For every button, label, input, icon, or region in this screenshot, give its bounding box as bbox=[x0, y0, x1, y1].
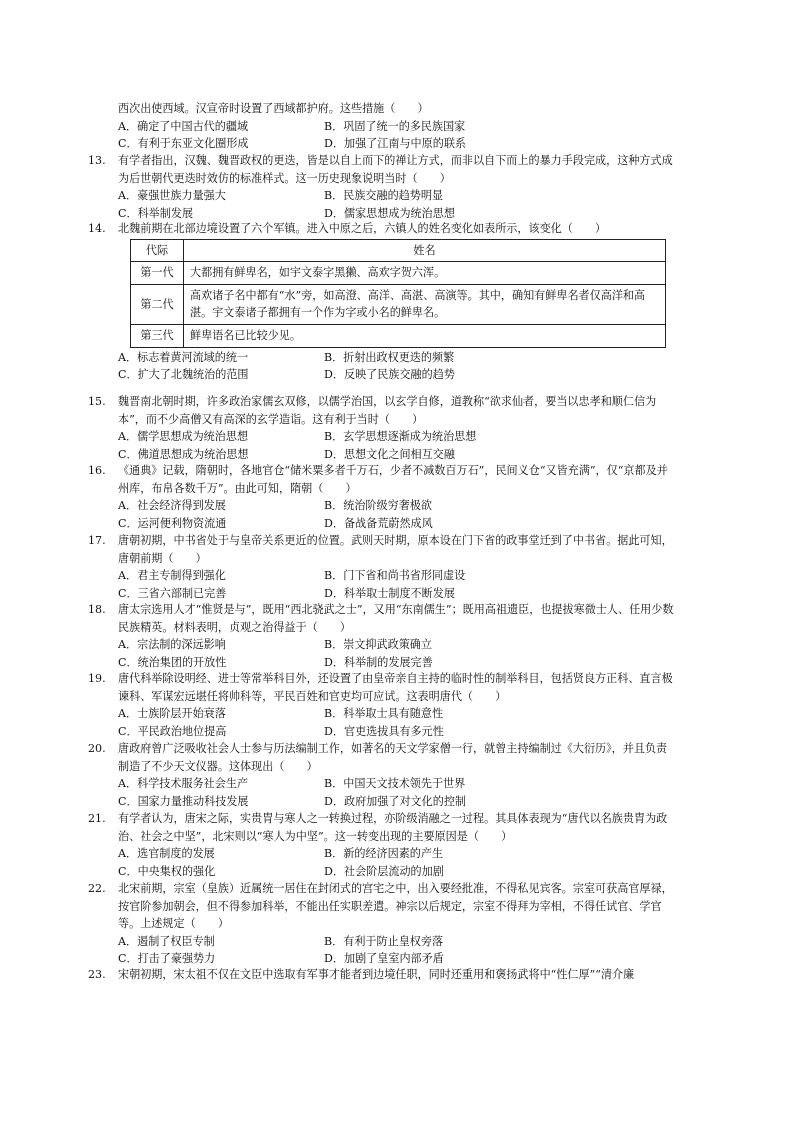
question-stem: 宋朝初期，宋太祖不仅在文臣中选取有军事才能者到边境任职，同时还重用和褒扬武将中“性仁厚”“清介廉 bbox=[118, 968, 635, 981]
options bbox=[118, 118, 678, 153]
option-d[interactable]: D．备战备荒蔚然成风 bbox=[324, 516, 433, 530]
table-cell: 第一代 bbox=[131, 262, 184, 285]
option-b[interactable]: B．巩固了统一的多民族国家 bbox=[324, 119, 466, 133]
question-stem: 唐朝初期，中书省处于与皇帝关系更近的位置。武则天时期，原本设在门下省的政事堂迁到了中书省。据此可知，唐朝前期（ ） bbox=[118, 534, 673, 565]
table-cell: 第二代 bbox=[131, 284, 184, 324]
options bbox=[118, 775, 678, 810]
question-stem: 有学者认为，唐宋之际，实贵胄与寒人之一转换过程，亦阶级消融之一过程。其具体表现为“唐代以名族贵胄为政治、社会之中坚”，北宋则以“寒人为中坚”。这一转变出现的主要原因是（ ） bbox=[118, 812, 668, 843]
option-a[interactable]: A．豪强世族力量强大 bbox=[118, 189, 226, 203]
option-d[interactable]: D．思想文化之间相互交融 bbox=[324, 447, 455, 461]
question-21: 21. 有学者认为，唐宋之际，实贵胄与寒人之一转换过程，亦阶级消融之一过程。其具体表现为“唐代以名族贵胄为政治、社会之中坚”，北宋则以“寒人为中坚”。这一转变出现的主要原因是（ ） A．选官制度的发展 B．新的经济因素的产生 C．中央集权的强化 D．社会阶层流动的加剧 bbox=[118, 810, 678, 880]
question-19: 19. 唐代科举除设明经、进士等常举科目外，还设置了由皇帝亲自主持的临时性的制举科目，包括贤良方正科、直言极谏科、军谋宏远堪任将帅科等，平民百姓和官吏均可应试。这表明唐代（ ） A．士族阶层开始衰落 B．科举取士具有随意性 C．平民政治地位提高 D．官吏选拔具有多元性 bbox=[118, 670, 678, 740]
table-row bbox=[131, 262, 666, 285]
option-c[interactable]: C．有利于东亚文化圈形成 bbox=[118, 137, 249, 151]
table-cell: 高欢诸子名中都有“水”旁，如高澄、高洋、高湛、高演等。其中，确知有鲜卑名者仅高洋和高湛。宇文泰诸子都拥有一个作为字或小名的鲜卑名。 bbox=[184, 284, 666, 324]
option-c[interactable]: C．扩大了北魏统治的范围 bbox=[118, 368, 249, 382]
option-b[interactable]: B．有利于防止皇权旁落 bbox=[324, 934, 444, 948]
question-stem: 唐政府曾广泛吸收社会人士参与历法编制工作，如著名的天文学家僧一行，就曾主持编制过《大衍历》，并且负责制造了不少天文仪器。这体现出（ ） bbox=[118, 742, 668, 773]
question-20: 20. 唐政府曾广泛吸收社会人士参与历法编制工作，如著名的天文学家僧一行，就曾主持编制过《大衍历》，并且负责制造了不少天文仪器。这体现出（ ） A．科学技术服务社会生产 B．中国天文技术领先于世界 C．国家力量推动科技发展 D．政府加强了对文化的控制 bbox=[118, 740, 678, 810]
question-stem: 唐代科举除设明经、进士等常举科目外，还设置了由皇帝亲自主持的临时性的制举科目，包括贤良方正科、直言极谏科、军谋宏远堪任将帅科等，平民百姓和官吏均可应试。这表明唐代（ ） bbox=[118, 672, 673, 703]
option-a[interactable]: A．标志着黄河流域的统一 bbox=[118, 350, 249, 364]
options bbox=[118, 497, 678, 532]
option-c[interactable]: C．运河便利物资流通 bbox=[118, 516, 227, 530]
question-stem: 北宋前期，宗室（皇族）近属统一居住在封闭式的宫宅之中，出入要经批准，不得私见宾客。宗室可获高官厚禄，按官阶参加朝会，但不得参加科举，不能出任实职差遣。神宗以后规定，宗室不得拜为宰相，不得任试官、学官等。上述规定（ ） bbox=[118, 882, 673, 931]
question-15: 15. 魏晋南北朝时期，许多政治家儒玄双修，以儒学治国，以玄学自修，道教称“欲求仙者，要当以忠孝和顺仁信为本”，而不少高僧又有高深的玄学造诣。这有利于当时（ ） A．儒学思想成为统治思想 B．玄学思想逐渐成为统治思想 C．佛道思想成为统治思想 D．思想文化之间相互交融 bbox=[118, 393, 678, 463]
question-stem: 北魏前期在北部边境设置了六个军镇。进入中原之后，六镇人的姓名变化如表所示，该变化（ ） bbox=[118, 222, 607, 235]
option-d[interactable]: D．科举制的发展完善 bbox=[324, 655, 433, 669]
option-a[interactable]: A．选官制度的发展 bbox=[118, 847, 215, 861]
question-16: 16. 《通典》记载，隋朝时，各地官仓“储米粟多者千万石，少者不减数百万石”，民间义仓“又皆充满”，仅“京都及并州库，布帛各数千万”。由此可知，隋朝（ ） A．社会经济得到发展 B．统治阶级穷奢极欲 C．运河便利物资流通 D．备战备荒蔚然成风 bbox=[118, 462, 678, 532]
option-a[interactable]: A．科学技术服务社会生产 bbox=[118, 777, 249, 791]
options bbox=[118, 428, 678, 463]
options bbox=[118, 636, 678, 671]
options bbox=[118, 845, 678, 880]
table-cell: 第三代 bbox=[131, 324, 184, 347]
options bbox=[118, 705, 678, 740]
option-d[interactable]: D．反映了民族交融的趋势 bbox=[324, 368, 455, 382]
option-c[interactable]: C．佛道思想成为统治思想 bbox=[118, 447, 249, 461]
option-c[interactable]: C．平民政治地位提高 bbox=[118, 724, 227, 738]
option-a[interactable]: A．宗法制的深远影响 bbox=[118, 638, 226, 652]
option-b[interactable]: B．折射出政权更迭的频繁 bbox=[324, 350, 455, 364]
option-a[interactable]: A．士族阶层开始衰落 bbox=[118, 707, 226, 721]
option-d[interactable]: D．科举取士制度不断发展 bbox=[324, 586, 455, 600]
option-c[interactable]: C．打击了豪强势力 bbox=[118, 952, 216, 966]
option-b[interactable]: B．中国天文技术领先于世界 bbox=[324, 777, 466, 791]
table-header-row bbox=[131, 239, 666, 262]
option-b[interactable]: B．门下省和尚书省形同虚设 bbox=[324, 569, 466, 583]
option-a[interactable]: A．遏制了权臣专制 bbox=[118, 934, 215, 948]
question-23: 23. 宋朝初期，宋太祖不仅在文臣中选取有军事才能者到边境任职，同时还重用和褒扬武将中“性仁厚”“清介廉 bbox=[88, 968, 635, 981]
table-row bbox=[131, 324, 666, 347]
option-c[interactable]: C．统治集团的开放性 bbox=[118, 655, 227, 669]
table-cell: 大都拥有鲜卑名，如宇文泰字黑獭、高欢字贺六浑。 bbox=[184, 262, 666, 285]
option-d[interactable]: D．儒家思想成为统治思想 bbox=[324, 206, 455, 220]
question-stem: 唐太宗选用人才“惟贤是与”，既用“西北骁武之士”，又用“东南儒生”；既用高祖遗臣，也提拔寒微士人、任用少数民族精英。材料表明，贞观之治得益于（ ） bbox=[118, 603, 674, 634]
question-17: 17. 唐朝初期，中书省处于与皇帝关系更近的位置。武则天时期，原本设在门下省的政事堂迁到了中书省。据此可知，唐朝前期（ ） A．君主专制得到强化 B．门下省和尚书省形同虚设 C．三省六部制已完善 D．科举取士制度不断发展 bbox=[118, 532, 678, 602]
question-14: 14. 北魏前期在北部边境设置了六个军镇。进入中原之后，六镇人的姓名变化如表所示，该变化（ ） 代际 姓名 第一代 大都拥有鲜卑名，如宇文泰字黑獭、高欢字贺六浑。 第二代 高欢诸子名中都有“水”旁，如高澄、高洋、高湛、高演等。其中，确知有鲜卑名者仅高洋和高湛。宇文泰诸子都拥有一个作为字或小名的鲜卑名。 第三代 鲜卑语名已比较少见。 A．标志着黄河流域的统一 B．折射出政权更迭的频繁 C．扩大了北魏统治的范围 D．反映了民族交融的趋势 bbox=[118, 220, 678, 384]
option-d[interactable]: D．官吏选拔具有多元性 bbox=[324, 724, 444, 738]
option-c[interactable]: C．中央集权的强化 bbox=[118, 864, 216, 878]
table-row bbox=[131, 284, 666, 324]
table-header-name: 姓名 bbox=[184, 239, 666, 262]
option-a[interactable]: A．社会经济得到发展 bbox=[118, 499, 226, 513]
question-stem: 西次出使西域。汉宣帝时设置了西域都护府。这些措施（ ） bbox=[118, 102, 429, 115]
option-b[interactable]: B．科举取士具有随意性 bbox=[324, 707, 444, 721]
option-d[interactable]: D．社会阶层流动的加剧 bbox=[324, 864, 444, 878]
table-header-generation: 代际 bbox=[131, 239, 184, 262]
question-stem: 《通典》记载，隋朝时，各地官仓“储米粟多者千万石，少者不减数百万石”，民间义仓“又皆充满”，仅“京都及并州库，布帛各数千万”。由此可知，隋朝（ ） bbox=[118, 464, 668, 495]
name-change-table bbox=[130, 239, 666, 348]
question-stem: 魏晋南北朝时期，许多政治家儒玄双修，以儒学治国，以玄学自修，道教称“欲求仙者，要当以忠孝和顺仁信为本”，而不少高僧又有高深的玄学造诣。这有利于当时（ ） bbox=[118, 395, 657, 426]
options bbox=[118, 349, 678, 384]
option-d[interactable]: D．政府加强了对文化的控制 bbox=[324, 794, 467, 808]
options bbox=[118, 567, 678, 602]
question-12-continued bbox=[118, 100, 678, 153]
option-b[interactable]: B．新的经济因素的产生 bbox=[324, 847, 444, 861]
question-22: 22. 北宋前期，宗室（皇族）近属统一居住在封闭式的宫宅之中，出入要经批准，不得私见宾客。宗室可获高官厚禄，按官阶参加朝会，但不得参加科举，不能出任实职差遣。神宗以后规定，宗室不得拜为宰相，不得任试官、学官等。上述规定（ ） A．遏制了权臣专制 B．有利于防止皇权旁落 C．打击了豪强势力 D．加剧了皇室内部矛盾 bbox=[118, 880, 678, 968]
options bbox=[118, 933, 678, 968]
option-a[interactable]: A．君主专制得到强化 bbox=[118, 569, 226, 583]
options bbox=[118, 187, 678, 222]
question-stem: 有学者指出，汉魏、魏晋政权的更迭，皆是以自上而下的禅让方式，而非以自下而上的暴力手段完成，这种方式成为后世朝代更迭时效仿的标准样式。这一历史现象说明当时（ ） bbox=[118, 154, 673, 185]
option-a[interactable]: A．儒学思想成为统治思想 bbox=[118, 430, 249, 444]
option-b[interactable]: B．崇文抑武政策确立 bbox=[324, 638, 432, 652]
option-b[interactable]: B．玄学思想逐渐成为统治思想 bbox=[324, 430, 477, 444]
question-13: 13. 有学者指出，汉魏、魏晋政权的更迭，皆是以自上而下的禅让方式，而非以自下而上的暴力手段完成，这种方式成为后世朝代更迭时效仿的标准样式。这一历史现象说明当时（ ） A．豪强世族力量强大 B．民族交融的趋势明显 C．科举制发展 D．儒家思想成为统治思想 bbox=[118, 152, 678, 222]
option-b[interactable]: B．统治阶级穷奢极欲 bbox=[324, 499, 432, 513]
option-a[interactable]: A．确定了中国古代的疆域 bbox=[118, 119, 249, 133]
table-cell: 鲜卑语名已比较少见。 bbox=[184, 324, 666, 347]
question-18: 18. 唐太宗选用人才“惟贤是与”，既用“西北骁武之士”，又用“东南儒生”；既用高祖遗臣，也提拔寒微士人、任用少数民族精英。材料表明，贞观之治得益于（ ） A．宗法制的深远影响 B．崇文抑武政策确立 C．统治集团的开放性 D．科举制的发展完善 bbox=[118, 601, 678, 671]
option-c[interactable]: C．科举制发展 bbox=[118, 206, 194, 220]
option-d[interactable]: D．加强了江南与中原的联系 bbox=[324, 137, 467, 151]
option-c[interactable]: C．三省六部制已完善 bbox=[118, 586, 227, 600]
option-c[interactable]: C．国家力量推动科技发展 bbox=[118, 794, 249, 808]
option-d[interactable]: D．加剧了皇室内部矛盾 bbox=[324, 952, 444, 966]
option-b[interactable]: B．民族交融的趋势明显 bbox=[324, 189, 444, 203]
